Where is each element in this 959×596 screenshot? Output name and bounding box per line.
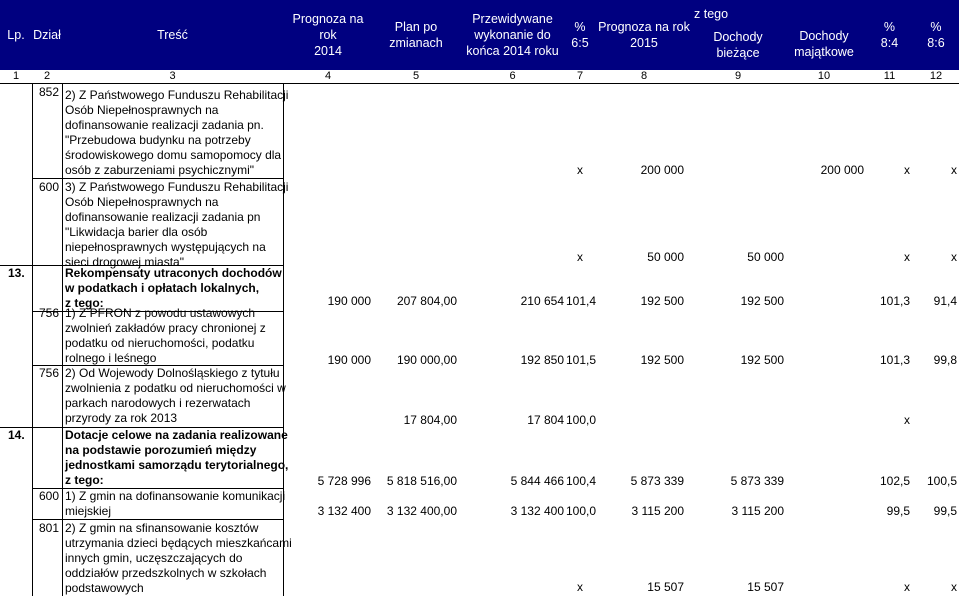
cell-pct-8-6: x [951, 580, 957, 594]
cell-pct-8-6: x [951, 250, 957, 264]
row-code: 600 [38, 489, 59, 503]
colnum-5: 5 [412, 70, 420, 82]
cell-dochody-majatkowe: 50 000 [747, 250, 784, 264]
cell-pct-6-5: x [577, 250, 583, 264]
cell-pct-6-5: 100,0 [566, 413, 597, 427]
row-divider [32, 178, 283, 179]
header-dzial: Dział [32, 0, 62, 70]
cell-prognoza-2015: 3 115 200 [631, 504, 684, 518]
cell-prognoza-2015: 15 507 [647, 580, 684, 594]
row-code: 600 [38, 180, 59, 194]
cell-pct-8-4: x [904, 580, 910, 594]
header-lp: Lp. [0, 0, 32, 70]
row-code: 756 [38, 306, 59, 320]
cell-pct-6-5: 100,0 [566, 504, 597, 518]
cell-pct-8-4: 101,3 [879, 294, 910, 308]
header-z-tego: z tego [694, 7, 729, 21]
cell-przewidywane: 5 844 466 [510, 474, 564, 488]
row-description: Rekompensaty utraconych dochodów w podatkach i opłatach lokalnych, z tego: [65, 266, 282, 310]
cell-przewidywane: 17 804 [527, 413, 564, 427]
cell-przewidywane: 192 850 [520, 353, 564, 367]
cell-prognoza-2015: 192 500 [640, 353, 684, 367]
cell-prognoza-2015: 50 000 [647, 250, 684, 264]
header-pct-6-5: % 6:5 [566, 0, 594, 70]
colnum-4: 4 [324, 70, 332, 82]
row-lp: 14. [8, 428, 25, 442]
colnum-8: 8 [640, 70, 648, 82]
header-dochody-biezace [694, 0, 782, 70]
header-pct-8-4: % 8:4 [866, 0, 913, 70]
header-prognoza-2015: Prognoza na rok 2015 [594, 0, 694, 70]
cell-pct-6-5: 100,4 [566, 474, 597, 488]
header-biezace-label: Dochody bieżące [713, 30, 763, 60]
row-code: 756 [38, 366, 59, 380]
cell-pct-8-4: 101,3 [879, 353, 910, 367]
cell-plan-po-zmianach: 17 804,00 [403, 413, 457, 427]
cell-pct-6-5: 101,4 [566, 294, 597, 308]
cell-dochody-biezace: 3 115 200 [731, 504, 784, 518]
cell-pct-8-6: 91,4 [933, 294, 957, 308]
header-tresc: Treść [62, 0, 283, 70]
colnum-10: 10 [817, 70, 831, 82]
cell-pct-8-4: x [904, 163, 910, 177]
cell-pct-8-6: x [951, 163, 957, 177]
row-description: 2) Z Państwowego Funduszu Rehabilitacji Osób Niepełnosprawnych na dofinansowanie realizacji zadania pn. "Przebudowa budynku na potrzeby środowiskowego domu samopomocy dla osób z zaburzeniami psychicznymi" [65, 88, 289, 177]
cell-pct-6-5: 101,5 [566, 353, 597, 367]
colnum-divider [0, 83, 959, 84]
cell-pct-8-4: 102,5 [879, 474, 910, 488]
cell-przewidywane: 3 132 400 [510, 504, 564, 518]
row-description: 2) Z gmin na sfinansowanie kosztów utrzymania dzieci będących mieszkańcami innych gmin, uczęszczających do oddziałów przedszkolnych w szkołach podstawowych [65, 521, 292, 595]
cell-przewidywane: 210 654 [520, 294, 564, 308]
colnum-9: 9 [734, 70, 742, 82]
colnum-6: 6 [509, 70, 516, 82]
header-pct-8-6: % 8:6 [913, 0, 959, 70]
header-przewidywane: Przewidywane wykonanie do końca 2014 roku [459, 0, 566, 70]
cell-prognoza-2014: 3 132 400 [317, 504, 371, 518]
cell-pct-8-6: 99,8 [933, 353, 957, 367]
row-code: 801 [38, 521, 59, 535]
cell-dochody-biezace: 15 507 [747, 580, 784, 594]
cell-plan-po-zmianach: 3 132 400,00 [386, 504, 457, 518]
colnum-11: 11 [883, 70, 896, 82]
cell-pct-6-5: x [577, 580, 583, 594]
cell-plan-po-zmianach: 207 804,00 [396, 294, 457, 308]
cell-prognoza-2014: 190 000 [327, 294, 371, 308]
cell-dochody-biezace: 192 500 [740, 294, 784, 308]
colnum-2: 2 [43, 70, 51, 82]
cell-pct-8-6: 100,5 [926, 474, 957, 488]
colnum-7: 7 [576, 70, 584, 82]
row-description: 2) Od Wojewody Dolnośląskiego z tytułu zwolnienia z podatku od nieruchomości w parkach narodowych i rezerwatach przyrody za rok 2013 [65, 366, 286, 425]
row-code: 852 [38, 85, 59, 99]
row-description: 1) Z PFRON z powodu ustawowych zwolnień zakładów pracy chronionej z podatku od nieruchomości, podatku rolnego i leśnego [65, 306, 266, 365]
cell-pct-6-5: x [577, 163, 583, 177]
header-prognoza-2014: Prognoza na rok 2014 [283, 0, 373, 70]
cell-prognoza-2015: 192 500 [640, 294, 684, 308]
cell-pct-8-6: 99,5 [933, 504, 957, 518]
colnum-12: 12 [929, 70, 943, 82]
header-plan-po-zmianach: Plan po zmianach [373, 0, 459, 70]
cell-prognoza-2014: 190 000 [327, 353, 371, 367]
cell-prognoza-2015: 200 000 [640, 163, 684, 177]
cell-dochody-biezace: 5 873 339 [730, 474, 784, 488]
header-dochody-majatkowe: Dochody majątkowe [782, 0, 866, 70]
cell-plan-po-zmianach: 190 000,00 [396, 353, 457, 367]
cell-pct-8-4: x [904, 250, 910, 264]
row-description: Dotacje celowe na zadania realizowane na podstawie porozumień między jednostkami samorządu terytorialnego, z tego: [65, 428, 289, 487]
cell-plan-po-zmianach: 5 818 516,00 [386, 474, 457, 488]
row-description: 3) Z Państwowego Funduszu Rehabilitacji Osób Niepełnosprawnych na dofinansowanie realizacji zadania pn "Likwidacja barier dla osób niepełnosprawnych występujących na sieci drogowej miasta" [65, 180, 289, 269]
cell-dochody-majatkowe: 200 000 [820, 163, 864, 177]
cell-pct-8-4: x [904, 413, 910, 427]
cell-dochody-biezace: 192 500 [740, 353, 784, 367]
row-lp: 13. [8, 266, 25, 280]
row-divider [32, 519, 283, 520]
cell-prognoza-2014: 5 728 996 [317, 474, 371, 488]
colnum-1: 1 [12, 70, 20, 82]
cell-prognoza-2015: 5 873 339 [630, 474, 684, 488]
colnum-3: 3 [169, 70, 176, 82]
row-description: 1) Z gmin na dofinansowanie komunikacji miejskiej [65, 489, 286, 518]
cell-pct-8-4: 99,5 [886, 504, 910, 518]
